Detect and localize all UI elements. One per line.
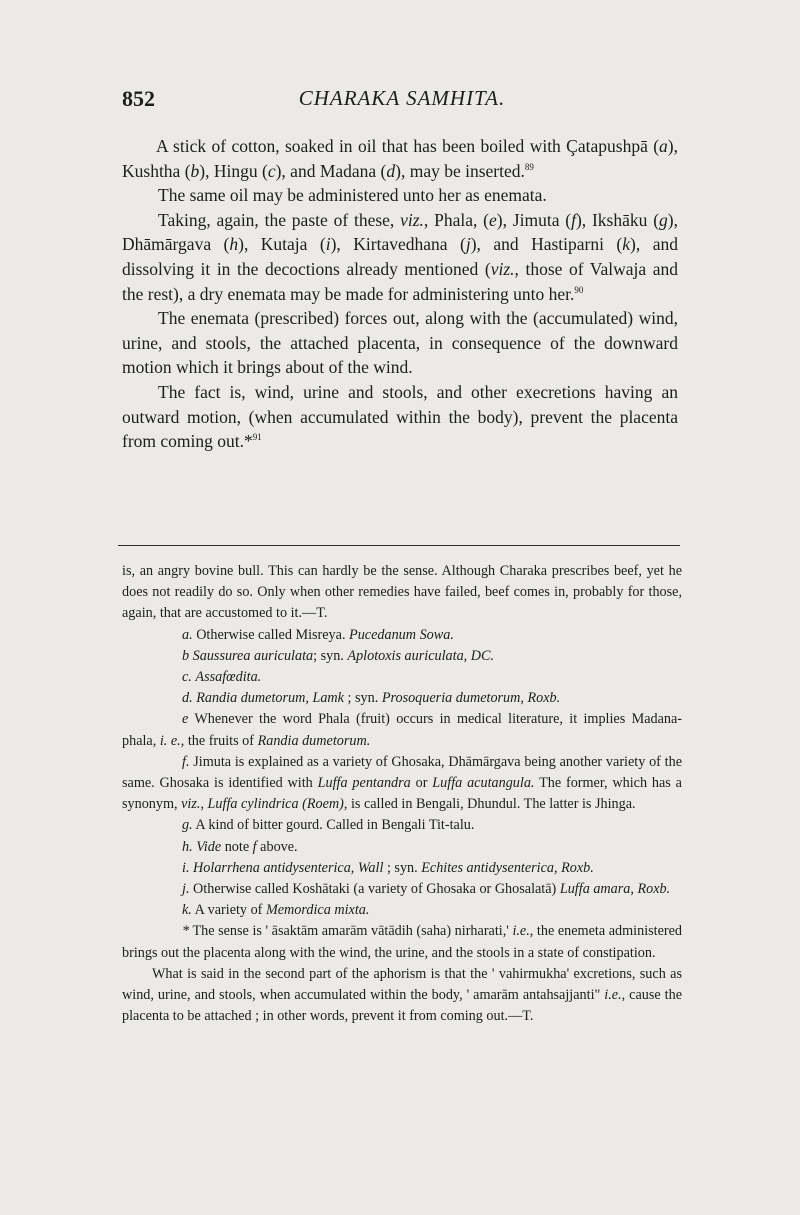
aphorism-ref-91: 91 bbox=[252, 432, 262, 443]
aphorism-ref-90: 90 bbox=[574, 284, 584, 295]
page-number: 852 bbox=[122, 86, 155, 111]
main-text bbox=[122, 134, 678, 454]
paragraph-dry-enemata: Taking, again, the paste of these, viz., Phala, (e), Jimuta (f), Ikshāku (g), Dhāmārgava (h), Kutaja (i), Kirtavedhana (j), and Hastiparni (k), and dissolving it in the decoctions already mentioned (viz., those of Valwaja and the rest), a dry enemata may be made for administering unto her.$^{90}$ bbox=[122, 209, 678, 304]
footnote-star: * The sense is ' āsaktām amarām vātādih (saha) nirharati,' i.e., the enemeta administered brings out the placenta along with the wind, the urine, and the stools in a state of constipation. bbox=[122, 923, 683, 961]
footnote-a: a. Otherwise called Misreya. Pucedanum Sowa. bbox=[182, 626, 454, 643]
footnote-e: e Whenever the word Phala (fruit) occurs in medical literature, it implies Madana-phala, i. e., the fruits of Randia dumetorum. bbox=[122, 711, 682, 749]
footnote-f: f. Jimuta is explained as a variety of Ghosaka, Dhāmārgava being another variety of the same. Ghosaka is identified with Luffa pentandra or Luffa acutangula. The former, which has a synonym, viz., Luffa cylindrica (Roem), is called in Bengali, Dhundul. The latter is Jhinga. bbox=[122, 753, 682, 813]
footnote-b: b Saussurea auriculata; syn. Aplotoxis auriculata, DC. bbox=[182, 647, 495, 664]
footnote-aphorism-explanation: What is said in the second part of the aphorism is that the ' vahirmukha' excretions, such as wind, urine, and stools, when accumulated within the body, ' amarām antahsajjanti" i.e., cause the placenta to be attached ; in other words, prevent it from coming out.—T. bbox=[122, 965, 682, 1025]
footnote-d: d. Randia dumetorum, Lamk ; syn. Prosoqueria dumetorum, Roxb. bbox=[182, 690, 561, 707]
footnote-k: k. A variety of Memordica mixta. bbox=[182, 902, 370, 919]
page-header bbox=[122, 86, 682, 116]
paragraph-cotton-stick: A stick of cotton, soaked in oil that has been boiled with Çatapushpā (a), Kushtha (b), Hingu (c), and Madana (d), may be inserted.$^{89}$ bbox=[122, 136, 678, 181]
footnote-continuation: is, an angry bovine bull. This can hardly be the sense. Although Charaka prescribes beef, yet he does not readily do so. Only when other remedies have failed, beef comes in, probably for those, again, that are accustomed to it.—T. bbox=[122, 563, 682, 622]
paragraph-same-oil: The same oil may be administered unto her as enemata. bbox=[158, 185, 547, 206]
footnote-i: i. Holarrhena antidysenterica, Wall ; syn. Echites antidysenterica, Roxb. bbox=[182, 859, 594, 876]
footnotes bbox=[122, 561, 682, 1027]
footnote-g: g. A kind of bitter gourd. Called in Bengali Tit-talu. bbox=[182, 817, 475, 834]
footnote-h: h. Vide note f above. bbox=[182, 838, 298, 855]
footnote-divider bbox=[118, 545, 680, 546]
footnote-c: c. Assafœdita. bbox=[182, 669, 262, 686]
paragraph-enemata-forces: The enemata (prescribed) forces out, along with the (accumulated) wind, urine, and stools, the attached placenta, in consequence of the downward motion which it brings about of the wind. bbox=[122, 308, 678, 378]
running-title: CHARAKA SAMHITA. bbox=[298, 86, 506, 110]
footnote-j: j. Otherwise called Koshātaki (a variety of Ghosaka or Ghosalatā) Luffa amara, Roxb. bbox=[182, 881, 671, 898]
paragraph-fact: The fact is, wind, urine and stools, and other execretions having an outward motion, (when accumulated within the body), prevent the placenta from coming out.*$^{91}$ bbox=[122, 381, 678, 452]
aphorism-ref-89: 89 bbox=[524, 161, 534, 172]
